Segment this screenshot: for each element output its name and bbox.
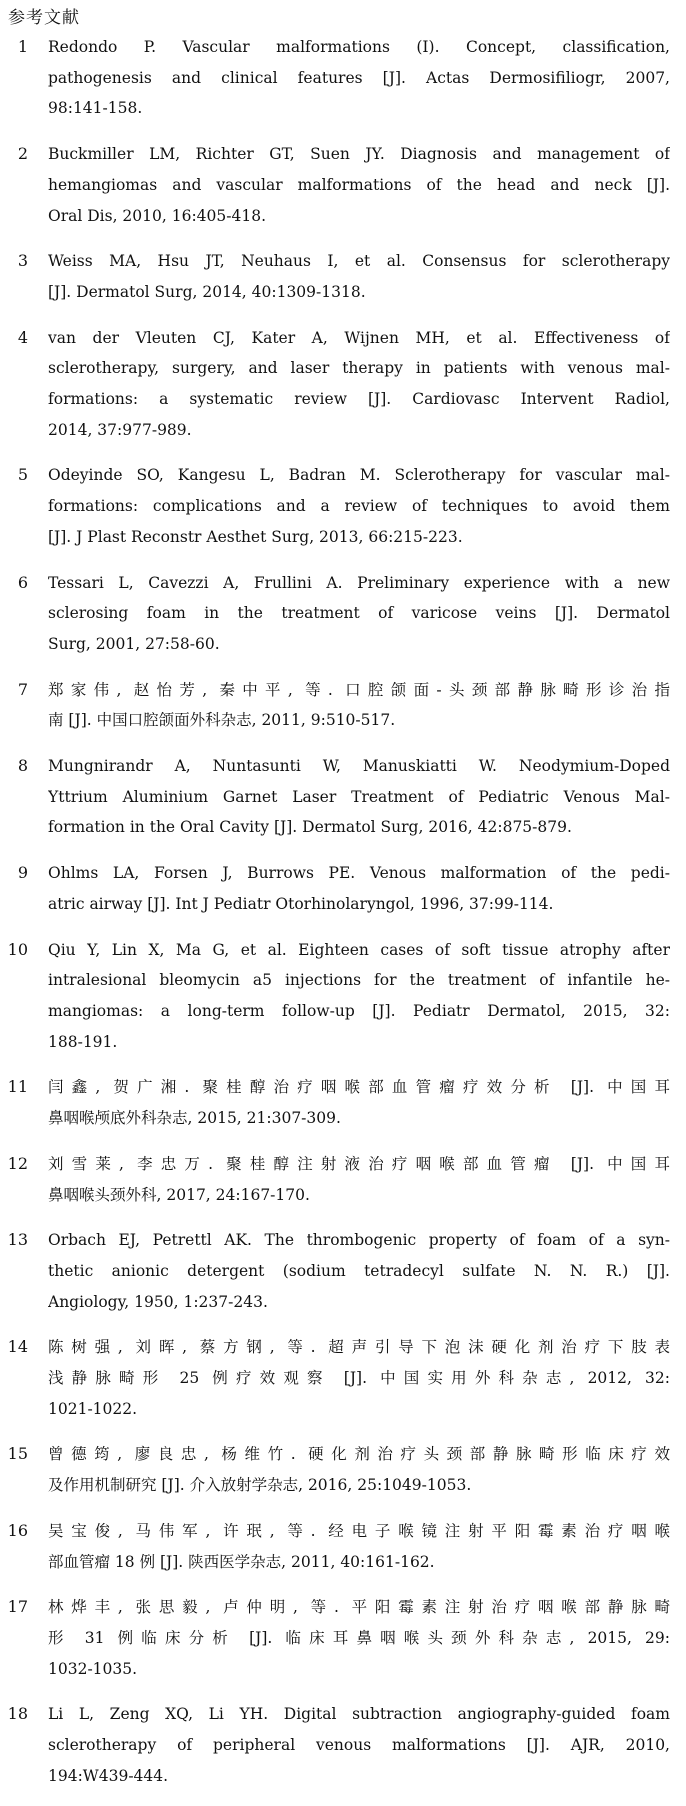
reference-line: 1032-1035.	[48, 1659, 138, 1678]
reference-item	[0, 1439, 686, 1500]
reference-line: Buckmiller LM, Richter GT, Suen JY. Diagnosis and management of	[48, 145, 670, 164]
reference-number: 14	[7, 1337, 28, 1357]
reference-line: [J]. J Plast Reconstr Aesthet Surg, 2013, 66:215-223.	[48, 527, 463, 546]
reference-text	[48, 1225, 670, 1317]
reference-line: 南 [J]. 中国口腔颌面外科杂志, 2011, 9:510-517.	[48, 711, 396, 730]
reference-number: 17	[7, 1597, 28, 1617]
reference-text	[48, 1516, 670, 1577]
reference-item	[0, 323, 686, 446]
reference-item	[0, 139, 686, 231]
reference-line: 188-191.	[48, 1032, 118, 1051]
reference-item	[0, 1699, 686, 1791]
reference-item	[0, 751, 686, 843]
reference-item	[0, 460, 686, 552]
reference-line: 闫鑫, 贺广湘. 聚桂醇治疗咽喉部血管瘤疗效分析 [J]. 中国耳	[48, 1078, 670, 1097]
reference-text	[48, 568, 670, 660]
reference-text	[48, 460, 670, 552]
reference-text	[48, 751, 670, 843]
reference-line: Odeyinde SO, Kangesu L, Badran M. Sclerotherapy for vascular mal-	[48, 466, 670, 485]
reference-line: mangiomas: a long-term follow-up [J]. Pediatr Dermatol, 2015, 32:	[48, 1001, 670, 1020]
reference-number: 8	[17, 756, 28, 776]
reference-line: intralesional bleomycin a5 injections for the treatment of infantile he-	[48, 971, 670, 990]
reference-item	[0, 675, 686, 736]
references-heading: 参考文献	[8, 8, 80, 28]
reference-line: 林烨丰, 张思毅, 卢仲明, 等. 平阳霉素注射治疗咽喉部静脉畸	[48, 1598, 670, 1617]
reference-number: 11	[7, 1077, 28, 1097]
reference-line: 浅静脉畸形 25 例疗效观察 [J]. 中国实用外科杂志, 2012, 32:	[48, 1369, 670, 1388]
reference-text	[48, 139, 670, 231]
reference-line: 吴宝俊, 马伟军, 许珉, 等. 经电子喉镜注射平阳霉素治疗咽喉	[48, 1521, 670, 1540]
reference-text	[48, 323, 670, 446]
reference-line: 郑家伟, 赵怡芳, 秦中平, 等. 口腔颌面-头颈部静脉畸形诊治指	[48, 680, 670, 699]
reference-list	[0, 32, 686, 1806]
reference-line: sclerosing foam in the treatment of varicose veins [J]. Dermatol	[48, 604, 670, 623]
reference-number: 9	[17, 863, 28, 883]
reference-text	[48, 1149, 670, 1210]
reference-line: Yttrium Aluminium Garnet Laser Treatment of Pediatric Venous Mal-	[48, 787, 670, 806]
reference-text	[48, 246, 670, 307]
reference-line: sclerotherapy of peripheral venous malformations [J]. AJR, 2010,	[48, 1736, 670, 1755]
reference-line: Orbach EJ, Petrettl AK. The thrombogenic property of foam of a syn-	[48, 1231, 670, 1250]
reference-line: Angiology, 1950, 1:237-243.	[48, 1292, 268, 1311]
reference-item	[0, 246, 686, 307]
reference-line: 及作用机制研究 [J]. 介入放射学杂志, 2016, 25:1049-1053.	[48, 1476, 472, 1495]
reference-number: 7	[17, 679, 28, 699]
reference-line: Surg, 2001, 27:58-60.	[48, 634, 220, 653]
reference-number: 18	[7, 1704, 28, 1724]
reference-item	[0, 1592, 686, 1684]
reference-text	[48, 1072, 670, 1133]
reference-line: 陈树强, 刘晖, 蔡方钢, 等. 超声引导下泡沫硬化剂治疗下肢表	[48, 1338, 670, 1357]
reference-line: Redondo P. Vascular malformations (I). Concept, classification,	[48, 38, 670, 56]
reference-text	[48, 858, 670, 919]
reference-line: 2014, 37:977-989.	[48, 420, 192, 439]
reference-line: Weiss MA, Hsu JT, Neuhaus I, et al. Consensus for sclerotherapy	[48, 252, 670, 271]
reference-line: formations: a systematic review [J]. Cardiovasc Intervent Radiol,	[48, 390, 670, 409]
reference-item	[0, 1516, 686, 1577]
reference-line: formations: complications and a review of techniques to avoid them	[48, 497, 670, 516]
reference-text	[48, 1699, 670, 1791]
reference-number: 6	[17, 572, 28, 592]
reference-text	[48, 935, 670, 1058]
reference-text	[48, 1439, 670, 1500]
reference-line: 鼻咽喉头颈外科, 2017, 24:167-170.	[48, 1185, 310, 1204]
reference-number: 5	[17, 465, 28, 485]
reference-item	[0, 858, 686, 919]
reference-number: 15	[7, 1444, 28, 1464]
reference-item	[0, 1149, 686, 1210]
reference-line: formation in the Oral Cavity [J]. Dermatol Surg, 2016, 42:875-879.	[48, 818, 572, 837]
reference-line: 部血管瘤 18 例 [J]. 陕西医学杂志, 2011, 40:161-162.	[48, 1552, 435, 1571]
reference-number: 3	[17, 251, 28, 271]
reference-number: 13	[7, 1230, 28, 1250]
reference-line: 刘雪莱, 李忠万. 聚桂醇注射液治疗咽喉部血管瘤 [J]. 中国耳	[48, 1154, 670, 1173]
reference-text	[48, 1332, 670, 1424]
reference-number: 1	[17, 37, 28, 56]
reference-line: van der Vleuten CJ, Kater A, Wijnen MH, et al. Effectiveness of	[48, 328, 670, 347]
reference-line: 鼻咽喉颅底外科杂志, 2015, 21:307-309.	[48, 1109, 341, 1128]
reference-item	[0, 1225, 686, 1317]
reference-item	[0, 32, 686, 124]
reference-line: 曾德筠, 廖良忠, 杨维竹. 硬化剂治疗头颈部静脉畸形临床疗效	[48, 1445, 670, 1464]
reference-line: Ohlms LA, Forsen J, Burrows PE. Venous malformation of the pedi-	[48, 864, 670, 883]
reference-line: thetic anionic detergent (sodium tetradecyl sulfate N. N. R.) [J].	[48, 1261, 670, 1280]
reference-number: 16	[7, 1520, 28, 1540]
reference-item	[0, 1332, 686, 1424]
reference-line: 98:141-158.	[48, 99, 143, 118]
reference-text	[48, 675, 670, 736]
reference-number: 4	[17, 327, 28, 347]
reference-number: 10	[7, 939, 28, 959]
reference-line: Tessari L, Cavezzi A, Frullini A. Preliminary experience with a new	[48, 573, 670, 592]
reference-line: 1021-1022.	[48, 1399, 138, 1418]
reference-line: atric airway [J]. Int J Pediatr Otorhinolaryngol, 1996, 37:99-114.	[48, 894, 554, 913]
reference-text	[48, 32, 670, 124]
reference-text	[48, 1592, 670, 1684]
reference-item	[0, 568, 686, 660]
reference-line: 形 31 例临床分析 [J]. 临床耳鼻咽喉头颈外科杂志, 2015, 29:	[48, 1628, 670, 1647]
reference-line: Mungnirandr A, Nuntasunti W, Manuskiatti W. Neodymium-Doped	[48, 757, 670, 776]
reference-line: 194:W439-444.	[48, 1766, 169, 1785]
reference-number: 12	[7, 1153, 28, 1173]
reference-line: Oral Dis, 2010, 16:405-418.	[48, 206, 267, 225]
reference-line: Li L, Zeng XQ, Li YH. Digital subtraction angiography-guided foam	[48, 1705, 670, 1724]
reference-line: Qiu Y, Lin X, Ma G, et al. Eighteen cases of soft tissue atrophy after	[48, 940, 670, 959]
reference-line: sclerotherapy, surgery, and laser therapy in patients with venous mal-	[48, 359, 670, 378]
reference-line: pathogenesis and clinical features [J]. Actas Dermosifiliogr, 2007,	[48, 68, 670, 87]
reference-number: 2	[17, 144, 28, 164]
reference-item	[0, 1072, 686, 1133]
reference-line: [J]. Dermatol Surg, 2014, 40:1309-1318.	[48, 282, 366, 301]
reference-line: hemangiomas and vascular malformations of the head and neck [J].	[48, 175, 670, 194]
reference-item	[0, 935, 686, 1058]
